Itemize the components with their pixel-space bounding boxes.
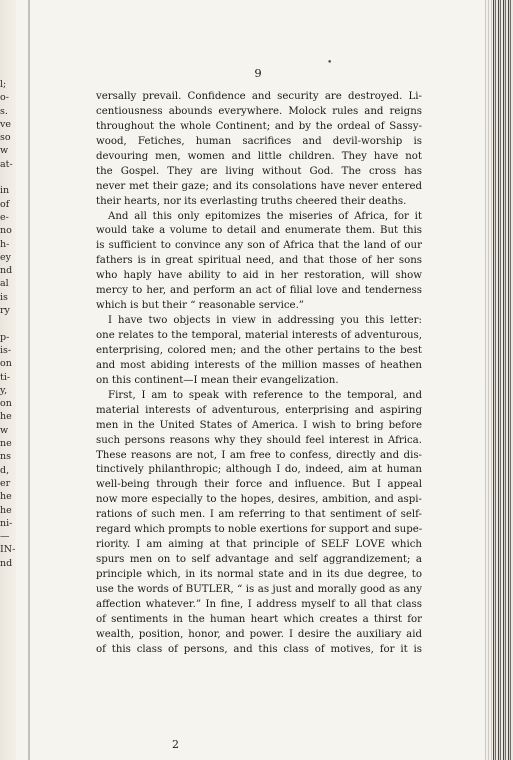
previous-page-line: ni- [0,517,13,529]
previous-page-line: he [0,504,12,516]
previous-page-line: o- [0,92,9,104]
previous-page-line: on [0,358,12,370]
previous-page-line: ne [0,438,12,450]
text-line: First, I am to speak with reference to the temporal, and [108,389,422,401]
previous-page-line: er [0,477,11,489]
text-line: of sentiments in the human heart which creates a thirst for [96,613,422,625]
text-line: I have two objects in view in addressing you this letter: [108,315,422,327]
previous-page-line: nd [0,265,13,277]
text-line: is sufficient to convince any son of Africa that the land of our [96,240,422,252]
text-line: throughout the whole Continent; and by the ordeal of Sassy- [96,120,422,132]
previous-page-line: on [0,398,12,410]
text-line: These reasons are not, I am free to confess, directly and dis- [96,449,422,461]
text-line: their hearts, nor its everlasting truths cheered their deaths. [96,195,407,207]
previous-page-line: is- [0,344,12,356]
book-spine-shadow [28,0,30,760]
signature-mark: 2 [172,738,179,751]
page-edge-stack [493,0,513,760]
previous-page-line: IN- [0,544,16,556]
previous-page-line: so [0,132,11,144]
text-line: of this class of persons, and this class of motives, for it is [96,643,422,655]
text-line: who haply have ability to aid in her restoration, will show [96,270,422,282]
text-line: tinctively philanthropic; although I do, indeed, aim at human [96,464,422,476]
text-line: well-being through their force and influence. But I appeal [96,479,422,491]
text-line: and most abiding interests of the million masses of heathen [96,359,422,371]
text-line: devouring men, women and little children. They have not [96,150,422,162]
text-line: centiousness abounds everywhere. Molock rules and reigns [96,105,422,117]
text-line: wood, Fetiches, human sacrifices and devil-worship is [96,135,422,147]
text-line: riority. I am aiming at that principle of SELF LOVE which [96,539,422,551]
ink-speck: • [327,58,333,68]
previous-page-line: ns [0,451,11,463]
previous-page-fragments [0,78,20,570]
text-line: now more especially to the hopes, desires, ambition, and aspi- [96,494,422,506]
text-line: such persons reasons why they should feel interest in Africa. [96,434,422,446]
previous-page-line: nd [0,557,13,569]
previous-page-line: e- [0,211,9,223]
previous-page-line: al [0,278,9,290]
previous-page-line: — [0,531,10,543]
previous-page-line: in [0,185,10,197]
text-line: wealth, position, honor, and power. I desire the auxiliary aid [96,628,422,640]
previous-page-line: h- [0,238,10,250]
text-line: mercy to her, and perform an act of filial love and tenderness [96,285,422,297]
previous-page-line: d, [0,464,10,476]
previous-page-line: of [0,198,10,210]
text-line: use the words of BUTLER, “ is as just and morally good as any [96,583,422,595]
text-line: on this continent—I mean their evangelization. [96,374,339,386]
page-number: 9 [254,66,262,80]
text-line: men in the United States of America. I wish to bring before [96,419,422,431]
previous-page-line: y, [0,384,8,396]
previous-page-line: ve [0,118,11,130]
text-line: would take a volume to detail and enumerate them. But this [96,225,422,237]
text-line: enterprising, colored men; and the other pertains to the best [96,344,422,356]
text-line: affection whatever.” In fine, I address myself to all that class [96,598,422,610]
text-line: rations of such men. I am referring to that sentiment of self- [96,509,422,521]
page-edge-shadow [485,0,493,760]
text-line: principle which, in its normal state and in its due degree, to [96,569,422,580]
previous-page-line [0,317,20,330]
text-line: And all this only epitomizes the miseries of Africa, for it [108,210,422,222]
previous-page-line: he [0,491,12,503]
previous-page-line: w [0,145,9,157]
previous-page-line: w [0,424,9,436]
text-line: regard which prompts to noble exertions for support and supe- [96,524,423,536]
previous-page-line [0,171,20,184]
text-line: the Gospel. They are living without God. The cross has [96,165,422,177]
text-line: one relates to the temporal, material interests of adventurous, [96,330,422,341]
text-line: versally prevail. Confidence and security are destroyed. Li- [96,91,422,102]
previous-page-line: no [0,225,12,237]
text-line: fathers is in great spiritual need, and that those of her sons [96,255,422,267]
text-line: which is but their “ reasonable service.” [96,300,305,312]
previous-page-line: ti- [0,371,11,383]
text-line: material interests of adventurous, enterprising and aspiring [96,404,422,416]
text-line: spurs men on to self advantage and self aggrandizement; a [96,554,422,566]
previous-page-line: s. [0,105,8,117]
previous-page-line: is [0,291,8,303]
previous-page-line: at- [0,158,13,170]
previous-page-line: ey [0,251,11,263]
text-line: never met their gaze; and its consolations have never entered [96,180,422,192]
previous-page-line: he [0,411,12,423]
previous-page-line: ry [0,305,10,317]
previous-page-line: l; [0,79,7,90]
body-text [96,90,422,658]
previous-page-line: p- [0,331,10,343]
